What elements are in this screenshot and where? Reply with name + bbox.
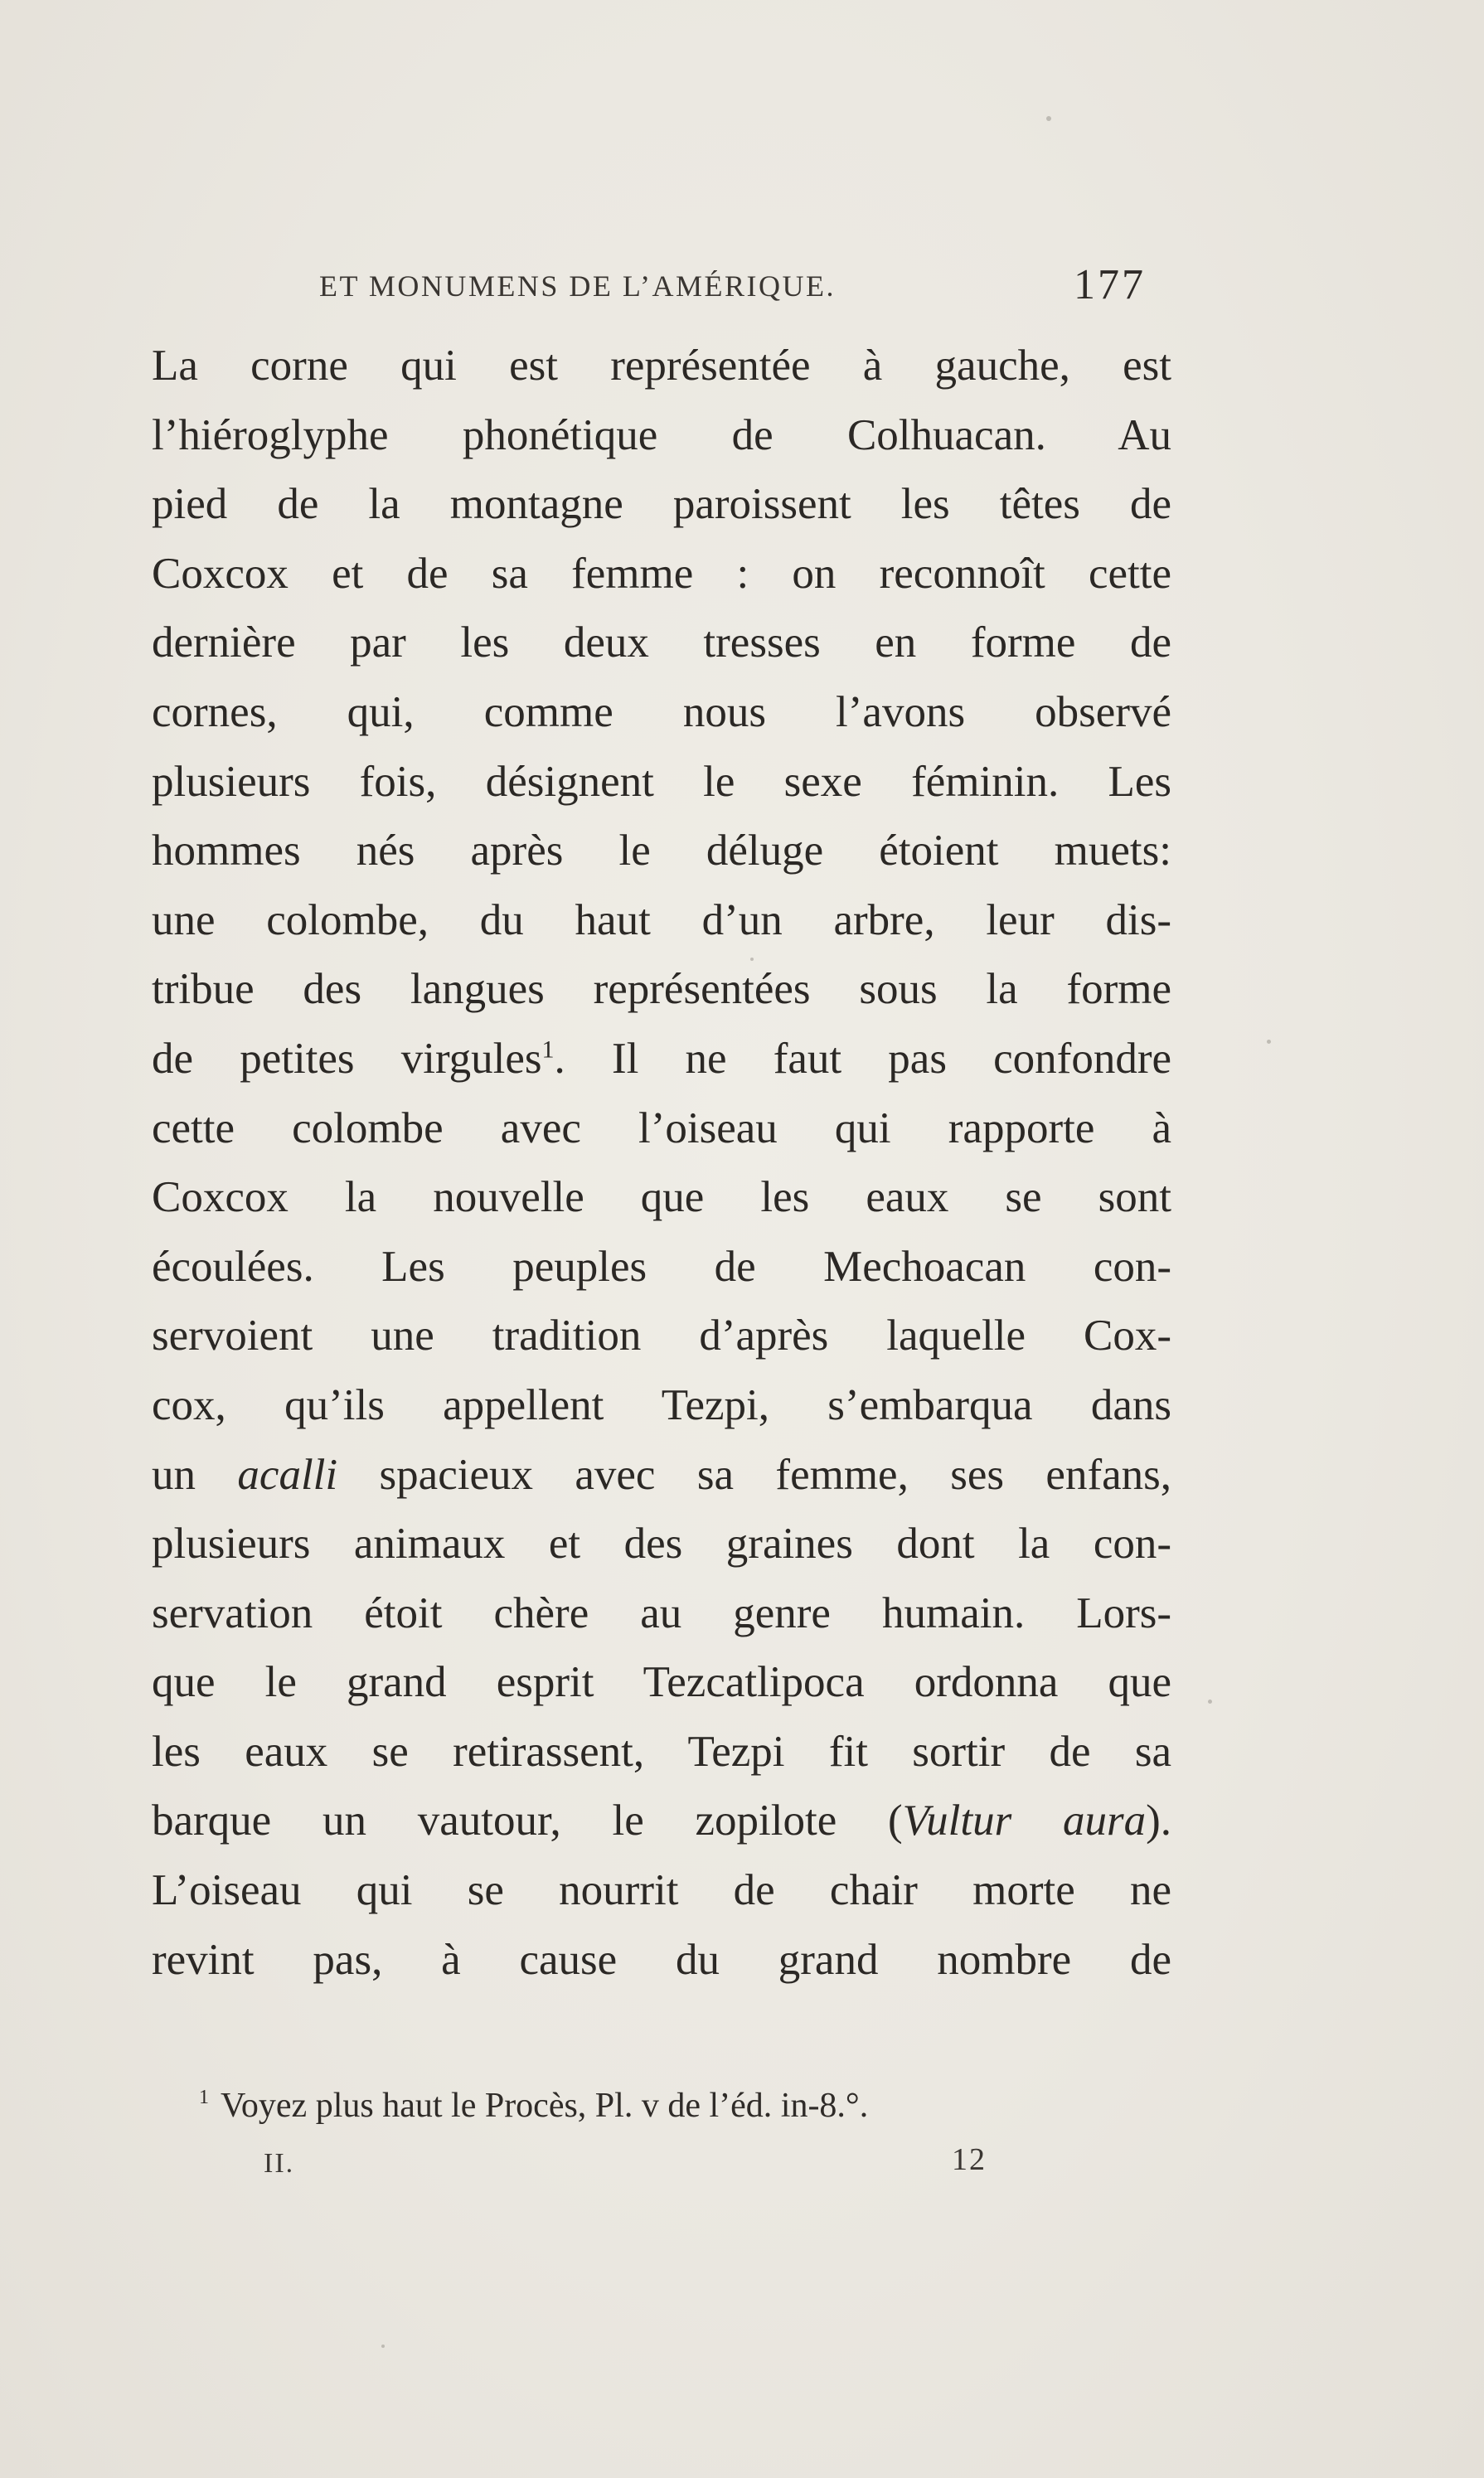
text-segment: . Il ne faut pas confondre (554, 1034, 1171, 1083)
text-line-with-note (152, 1025, 1171, 1094)
text-line-with-italic (152, 1441, 1171, 1511)
text-line: l’hiéroglyphe phonétique de Colhuacan. Au (152, 410, 1171, 459)
text-segment: spacieux avec sa femme, ses enfans, (337, 1450, 1172, 1499)
text-line: revint pas, à cause du grand nombre de (152, 1935, 1171, 1984)
text-line: plusieurs animaux et des graines dont la con- (152, 1520, 1171, 1569)
text-line: Coxcox et de sa femme : on reconnoît cette (152, 549, 1171, 598)
text-segment: barque un vautour, le zopilote ( (152, 1797, 903, 1845)
footnote-text: Voyez plus haut le Procès, Pl. v de l’éd. in-8.°. (221, 2087, 869, 2125)
running-head-title: ET MONUMENS DE L’AMÉRIQUE. (319, 269, 836, 303)
text-line: une colombe, du haut d’un arbre, leur dis- (152, 895, 1171, 944)
italic-term: Vultur aura (902, 1797, 1147, 1845)
text-segment: ). (1146, 1797, 1171, 1845)
text-line: cette colombe avec l’oiseau qui rapporte à (152, 1103, 1171, 1152)
running-head (0, 261, 1484, 311)
text-segment: de petites virgules (152, 1034, 542, 1083)
paper-speck (1267, 1040, 1271, 1044)
text-line: L’oiseau qui se nourrit de chair morte ne (152, 1866, 1171, 1915)
text-line: servation étoit chère au genre humain. Lors- (152, 1588, 1171, 1637)
footnote-reference[interactable]: 1 (541, 1035, 555, 1064)
text-line: hommes nés après le déluge étoient muets: (152, 827, 1171, 875)
text-line: Coxcox la nouvelle que les eaux se sont (152, 1173, 1171, 1222)
text-line: cornes, qui, comme nous l’avons observé (152, 687, 1171, 736)
text-line: dernière par les deux tresses en forme de (152, 618, 1171, 667)
text-line: que le grand esprit Tezcatlipoca ordonna que (152, 1658, 1171, 1707)
footnote (199, 2073, 868, 2131)
footnote-mark: 1 (199, 2087, 209, 2108)
text-line: écoulées. Les peuples de Mechoacan con- (152, 1242, 1171, 1291)
text-line: tribue des langues représentées sous la forme (152, 965, 1171, 1014)
text-line: pied de la montagne paroissent les têtes de (152, 480, 1171, 529)
text-line: les eaux se retirassent, Tezpi fit sortir de sa (152, 1727, 1171, 1776)
text-line: plusieurs fois, désignent le sexe féminin. Les (152, 757, 1171, 806)
text-segment: un (152, 1450, 238, 1499)
italic-term: acalli (237, 1450, 338, 1499)
body-text (152, 332, 1171, 1995)
signature-mark: II. (264, 2148, 295, 2179)
paper-speck (1046, 116, 1051, 121)
page-number: 177 (1074, 261, 1146, 308)
paper-speck (381, 2345, 385, 2348)
text-line: servoient une tradition d’après laquelle Cox- (152, 1312, 1171, 1360)
text-line: La corne qui est représentée à gauche, est (152, 342, 1171, 390)
paper-speck (1208, 1700, 1212, 1704)
paper-speck (750, 958, 754, 961)
text-line-with-italic (152, 1787, 1171, 1856)
folio-mark: 12 (952, 2142, 987, 2177)
text-line: cox, qu’ils appellent Tezpi, s’embarqua dans (152, 1380, 1171, 1429)
